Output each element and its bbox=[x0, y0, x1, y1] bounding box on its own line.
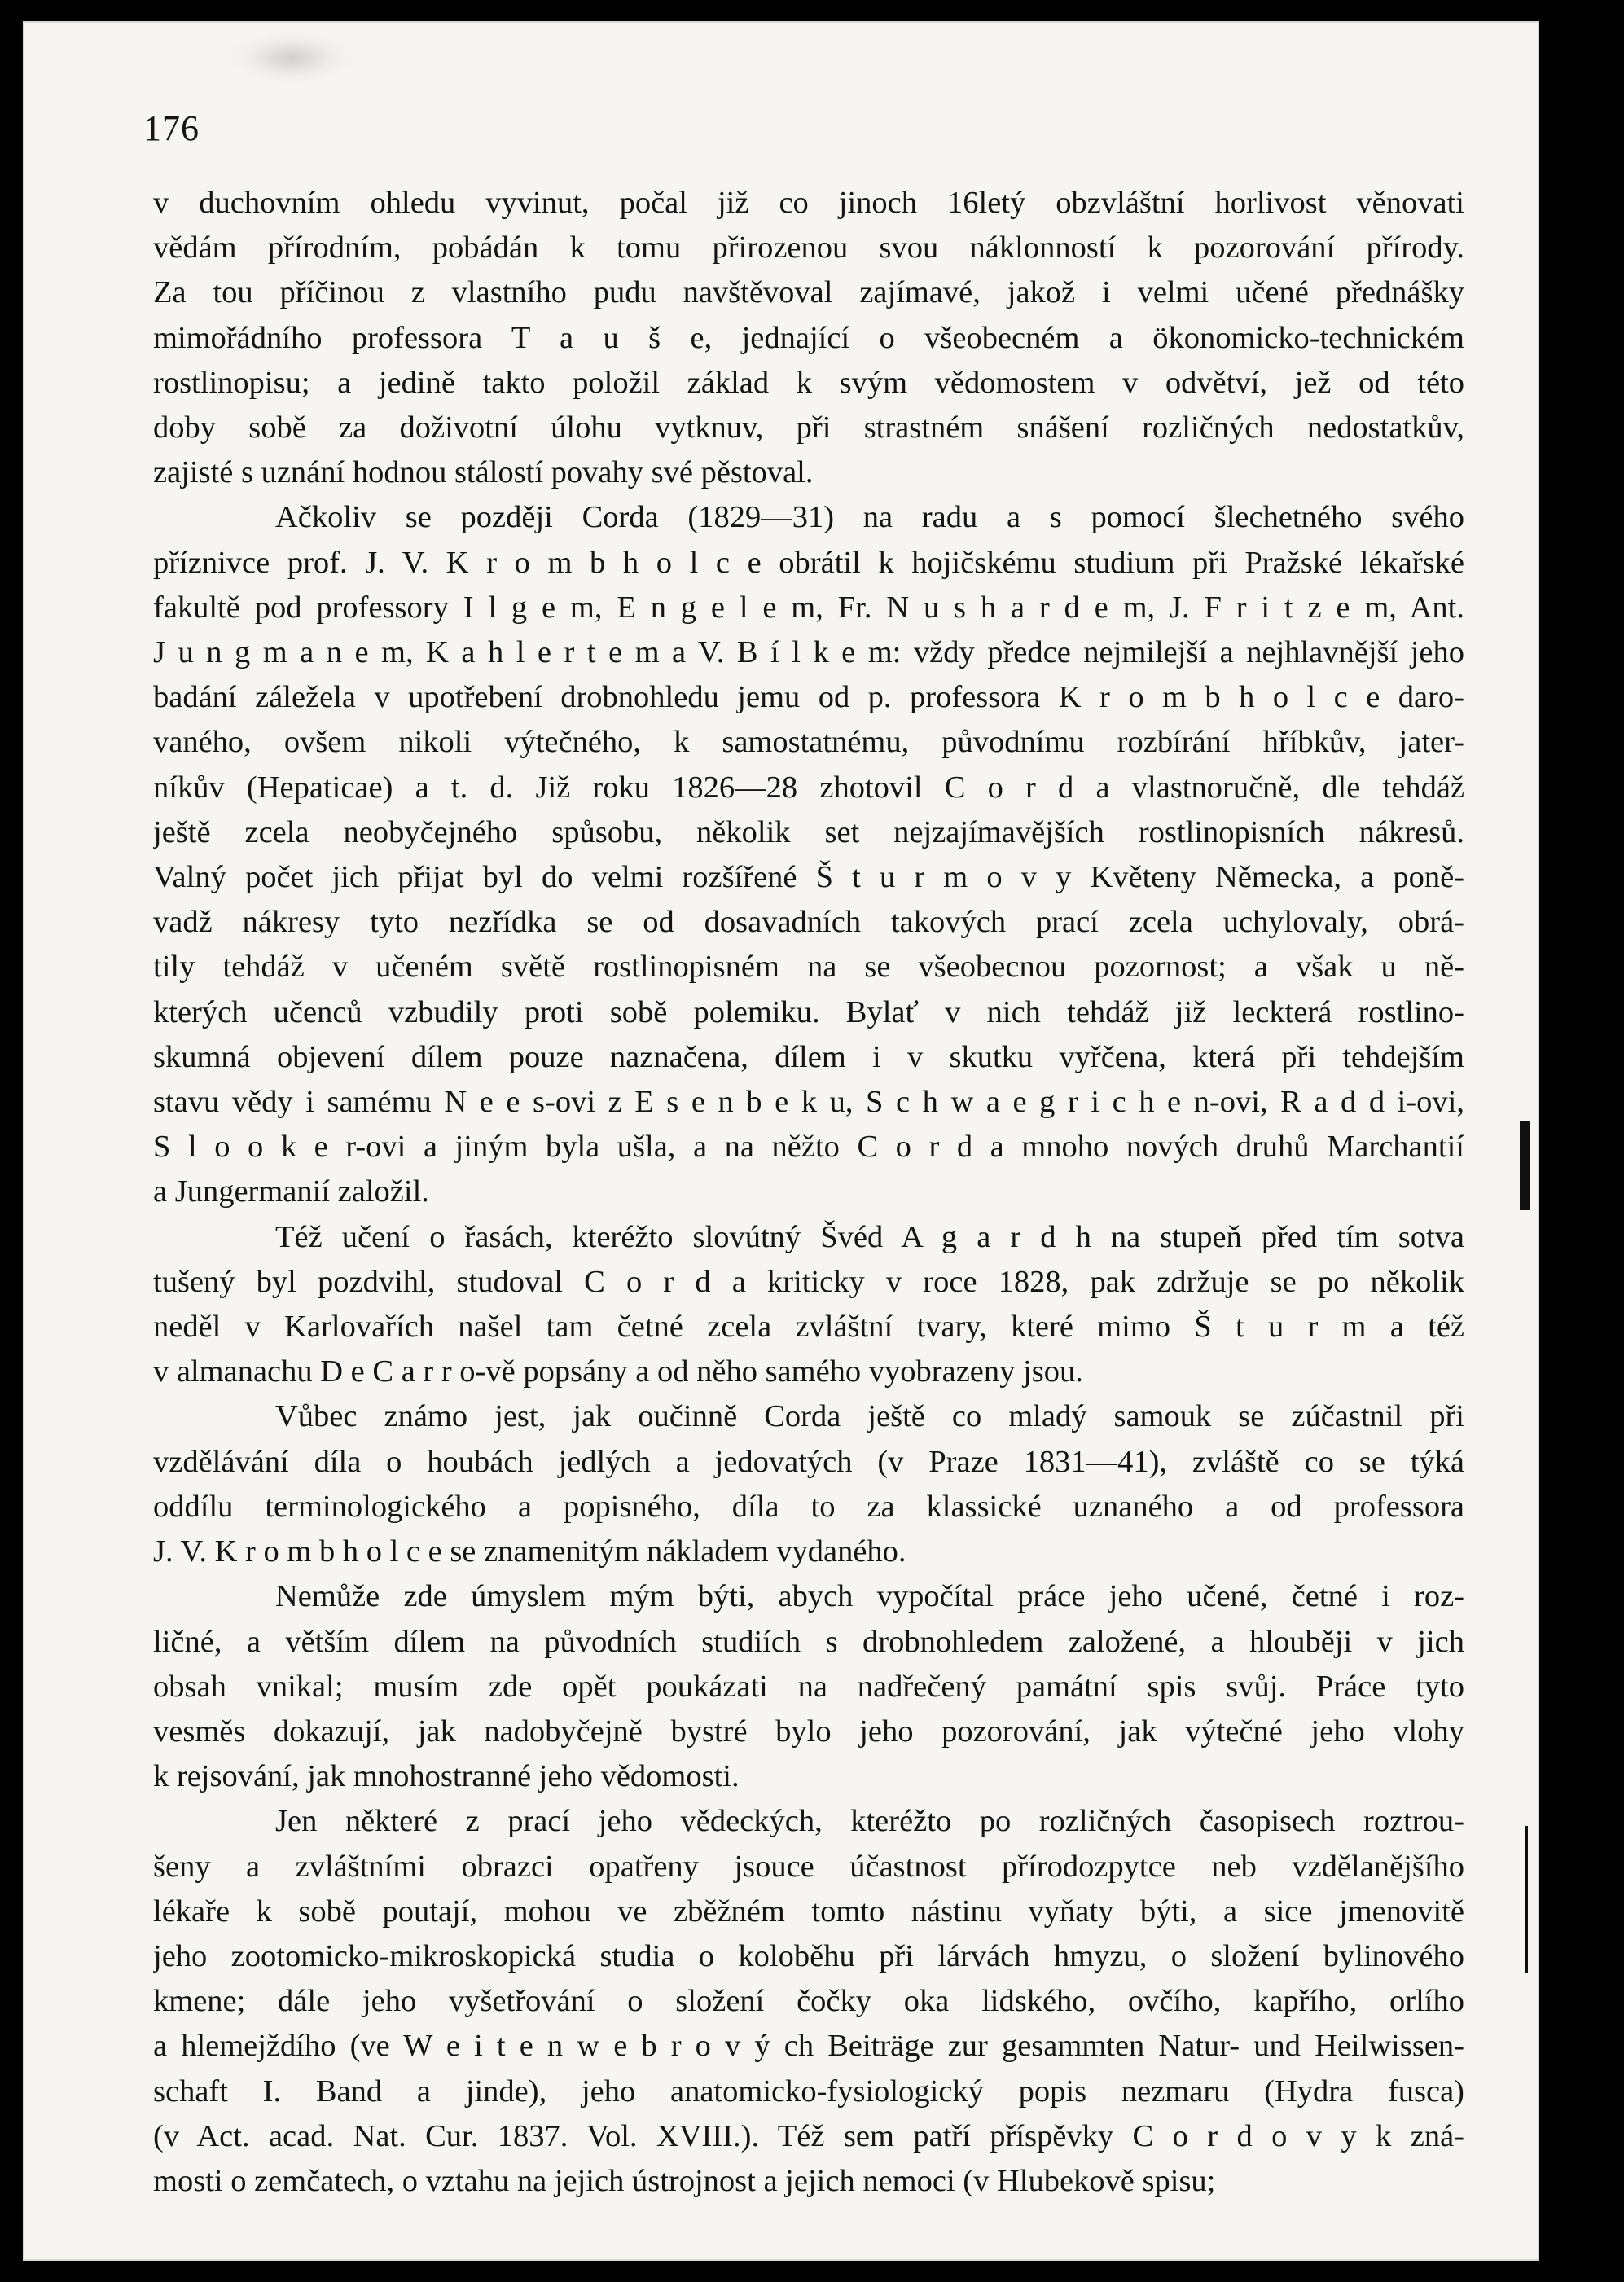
text-line: oddílu terminologického a popisného, díla to za klassické uznaného a od professora bbox=[153, 1489, 1464, 1524]
text-line: lékaře k sobě poutají, mohou ve zběžném tomto nástinu vyňaty býti, a sice jmenovitě bbox=[153, 1894, 1464, 1929]
text-line: Nemůže zde úmyslem mým býti, abych vypočítal práce jeho učené, četné i roz- bbox=[275, 1579, 1464, 1614]
paragraph bbox=[153, 1394, 1464, 1574]
text-line: Jen některé z prací jeho vědeckých, kteréžto po rozličných časopisech roztrou- bbox=[275, 1804, 1464, 1839]
text-line: a hlemejždího (ve W e i t e n w e b r o v ý ch Beiträge zur gesammten Natur- und Heilwissen- bbox=[153, 2029, 1464, 2064]
text-line: vesměs dokazují, jak nadobyčejně bystré bylo jeho pozorování, jak výtečné jeho vlohy bbox=[153, 1714, 1464, 1749]
text-line: níkův (Hepaticae) a t. d. Již roku 1826—28 zhotovil C o r d a vlastnoručně, dle tehdáž bbox=[153, 770, 1464, 805]
text-line: mimořádního professora T a u š e, jednající o všeobecném a ökonomicko-technickém bbox=[153, 320, 1464, 355]
text-line: Ačkoliv se později Corda (1829—31) na radu a s pomocí šlechetného svého bbox=[275, 500, 1464, 535]
text-line: obsah vnikal; musím zde opět poukázati na nadřečený památní spis svůj. Práce tyto bbox=[153, 1669, 1464, 1704]
text-line: kterých učenců vzbudily proti sobě polemiku. Bylať v nich tehdáž již leckterá rostlino- bbox=[153, 994, 1464, 1029]
text-line: vaného, ovšem nikoli výtečného, k samostatnému, původnímu rozbírání hříbkův, jater- bbox=[153, 725, 1464, 760]
ink-smudge bbox=[226, 29, 357, 86]
text-line: doby sobě za doživotní úlohu vytknuv, při strastném snášení rozličných nedostatkův, bbox=[153, 410, 1464, 445]
text-line: skumná objevení dílem pouze naznačena, dílem i v skutku vyřčena, která při tehdejším bbox=[153, 1039, 1464, 1074]
text-line: vzdělávání díla o houbách jedlých a jedovatých (v Praze 1831—41), zvláště co se týká bbox=[153, 1444, 1464, 1479]
paragraph bbox=[153, 1574, 1464, 1799]
text-line: vadž nákresy tyto nezřídka se od dosavadních takových prací zcela uchylovaly, obrá- bbox=[153, 905, 1464, 940]
text-line: schaft I. Band a jinde), jeho anatomicko-fysiologický popis nezmaru (Hydra fusca) bbox=[153, 2074, 1464, 2109]
paragraph bbox=[153, 1215, 1464, 1395]
text-line: zajisté s uznání hodnou stálostí povahy své pěstoval. bbox=[153, 455, 814, 490]
text-line: Vůbec známo jest, jak oučinně Corda ještě co mladý samouk se zúčastnil při bbox=[275, 1399, 1464, 1434]
text-line: Též učení o řasách, kteréžto slovútný Švéd A g a r d h na stupeň před tím sotva bbox=[275, 1219, 1464, 1254]
text-line: tily tehdáž v učeném světě rostlinopisném na se všeobecnou pozornost; a však u ně- bbox=[153, 950, 1464, 985]
text-line: v almanachu D e C a r r o-vě popsány a od něho samého vyobrazeny jsou. bbox=[153, 1354, 1083, 1389]
text-line: Valný počet jich přijat byl do velmi rozšířené Š t u r m o v y Květeny Německa, a poně- bbox=[153, 860, 1464, 895]
text-line: J u n g m a n e m, K a h l e r t e m a V. B í l k e m: vždy předce nejmilejší a nejhlavnější jeho bbox=[153, 635, 1464, 670]
text-line: ještě zcela neobyčejného spůsobu, několik set nejzajímavějších rostlinopisních nákresů. bbox=[153, 814, 1464, 849]
paragraph bbox=[153, 495, 1464, 1214]
text-line: stavu vědy i samému N e e s-ovi z E s e n b e k u, S c h w a e g r i c h e n-ovi, R a d d i-ovi, bbox=[153, 1085, 1464, 1120]
text-line: tušený byl pozdvihl, studoval C o r d a kriticky v roce 1828, pak zdržuje se po několik bbox=[153, 1264, 1464, 1299]
text-line: a Jungermanií založil. bbox=[153, 1174, 429, 1209]
text-line: mosti o zemčatech, o vztahu na jejich ústrojnost a jejich nemoci (v Hlubekově spisu; bbox=[153, 2163, 1216, 2198]
text-line: ličné, a větším dílem na původních studiích s drobnohledem založené, a hlouběji v jich bbox=[153, 1624, 1464, 1659]
text-line: rostlinopisu; a jedině takto položil základ k svým vědomostem v odvětví, jež od této bbox=[153, 365, 1464, 400]
text-line: S l o o k e r-ovi a jiným byla ušla, a na něžto C o r d a mnoho nových druhů Marchantií bbox=[153, 1130, 1464, 1165]
text-line: v duchovním ohledu vyvinut, počal již co jinoch 16letý obzvláštní horlivost věnovati bbox=[153, 186, 1464, 220]
text-line: vědám přírodním, pobádán k tomu přirozenou svou náklonností k pozorování přírody. bbox=[153, 230, 1464, 266]
text-line: kmene; dále jeho vyšetřování o složení čočky oka lidského, ovčího, kapřího, orlího bbox=[153, 1984, 1464, 2019]
text-line: Za tou příčinou z vlastního pudu navštěvoval zajímavé, jakož i velmi učené přednášky bbox=[153, 275, 1464, 310]
text-line: jeho zootomicko-mikroskopická studia o koloběhu při lárvách hmyzu, o složení bylinového bbox=[153, 1938, 1464, 1973]
margin-mark bbox=[1525, 1826, 1528, 1973]
text-line: J. V. K r o m b h o l c e se znamenitým nákladem vydaného. bbox=[153, 1534, 906, 1569]
scanned-page bbox=[23, 21, 1539, 2261]
text-line: (v Act. acad. Nat. Cur. 1837. Vol. XVIII.). Též sem patří příspěvky C o r d o v y k zná- bbox=[153, 2118, 1464, 2153]
paragraph bbox=[153, 1799, 1464, 2204]
paragraph bbox=[153, 181, 1464, 495]
text-line: neděl v Karlovařích našel tam četné zcela zvláštní tvary, které mimo Š t u r m a též bbox=[153, 1310, 1464, 1345]
text-line: šeny a zvláštními obrazci opatřeny jsouce účastnost přírodozpytce neb vzdělanějšího bbox=[153, 1849, 1464, 1884]
text-line: příznivce prof. J. V. K r o m b h o l c e obrátil k hojičskému studium při Pražské lékařské bbox=[153, 545, 1464, 580]
page-number: 176 bbox=[143, 108, 200, 148]
text-line: k rejsování, jak mnohostranné jeho vědomosti. bbox=[153, 1759, 740, 1794]
text-line: fakultě pod professory I l g e m, E n g e l e m, Fr. N u s h a r d e m, J. F r i t z e m, Ant. bbox=[153, 590, 1464, 625]
margin-mark bbox=[1520, 1121, 1530, 1210]
body-text bbox=[153, 181, 1464, 2204]
text-line: badání záležela v upotřebení drobnohledu jemu od p. professora K r o m b h o l c e daro- bbox=[153, 680, 1464, 715]
